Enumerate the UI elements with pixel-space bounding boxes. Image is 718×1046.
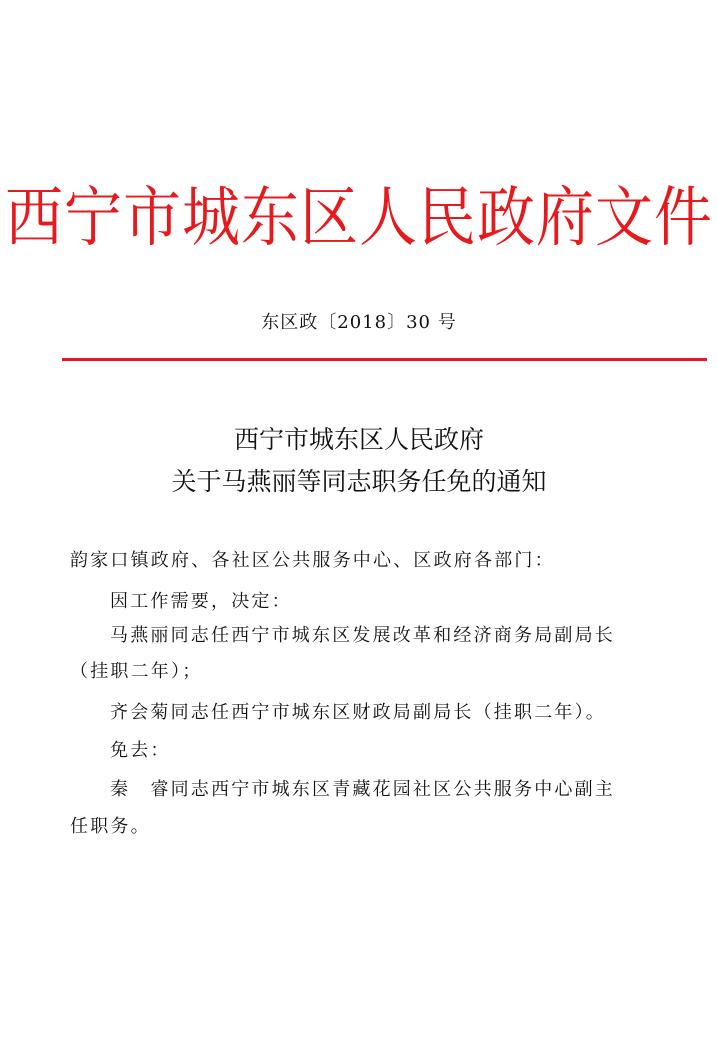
appointment-1-line-2: （挂职二年）； bbox=[70, 661, 203, 682]
notice-title-line2: 关于马燕丽等同志职务任免的通知 bbox=[171, 467, 547, 496]
dismissal-heading: 免去： bbox=[110, 740, 171, 761]
appointment-2: 齐会菊同志任西宁市城东区财政局副局长（挂职二年）。 bbox=[110, 702, 606, 723]
dismissal-line-2: 任职务。 bbox=[70, 816, 151, 837]
notice-title-line1: 西宁市城东区人民政府 bbox=[233, 425, 484, 454]
intro-paragraph: 因工作需要，决定： bbox=[110, 591, 292, 612]
salutation: 韵家口镇政府、各社区公共服务中心、区政府各部门： bbox=[70, 550, 555, 571]
appointment-1-line-1: 马燕丽同志任西宁市城东区发展改革和经济商务局副局长 bbox=[110, 625, 615, 646]
red-divider-line bbox=[62, 358, 707, 361]
dismissal-line-1: 秦 睿同志西宁市城东区青藏花园社区公共服务中心副主 bbox=[110, 779, 615, 800]
document-number: 东区政〔2018〕30 号 bbox=[261, 312, 457, 333]
document-header-title: 西宁市城东区人民政府文件 bbox=[4, 179, 713, 256]
